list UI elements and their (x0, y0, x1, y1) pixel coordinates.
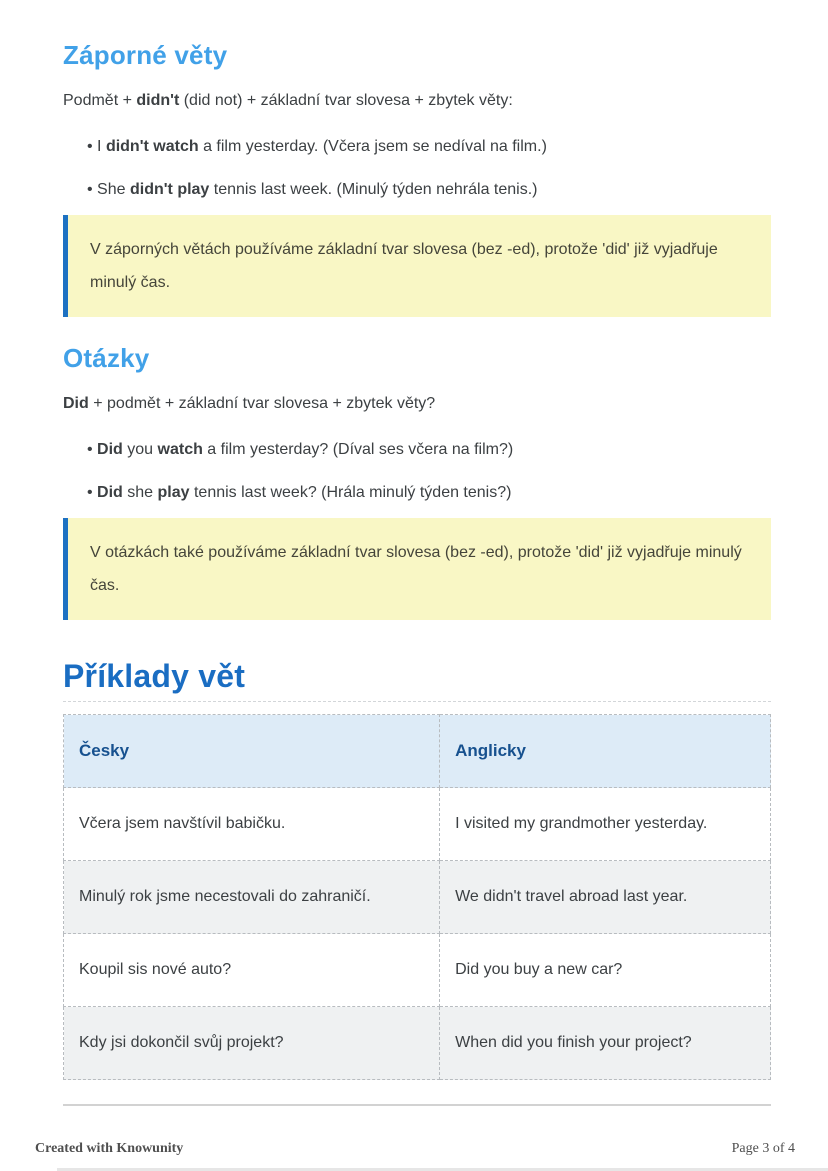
questions-note-callout (63, 518, 771, 620)
section-questions (63, 343, 771, 620)
negative-example-list (63, 135, 771, 202)
section-negative-sentences (63, 40, 771, 317)
table-cell-english: Did you buy a new car? (440, 934, 771, 1007)
footer-page-indicator: Page 3 of 4 (731, 1141, 795, 1156)
negative-note-callout (63, 215, 771, 317)
table-header-czech: Česky (64, 715, 440, 788)
table-row (64, 934, 771, 1007)
table-row (64, 1007, 771, 1080)
negative-formula-text: Podmět + didn't (did not) + základní tvar slovesa + zbytek věty: (63, 92, 513, 110)
table-cell-czech: Včera jsem navštívil babičku. (64, 788, 440, 861)
table-cell-czech: Kdy jsi dokončil svůj projekt? (64, 1007, 440, 1080)
table-cell-english: I visited my grandmother yesterday. (440, 788, 771, 861)
solid-divider (63, 1104, 771, 1106)
dashed-divider (63, 701, 771, 702)
questions-section-heading: Otázky (63, 343, 150, 374)
negative-section-heading: Záporné věty (63, 40, 228, 70)
page-footer (35, 1141, 795, 1157)
table-row (64, 788, 771, 861)
table-cell-english: We didn't travel abroad last year. (440, 861, 771, 934)
note-text: V záporných větách používáme základní tvar slovesa (bez -ed), protože 'did' již vyjadřuje minulý čas. (90, 241, 718, 292)
table-cell-czech: Minulý rok jsme necestovali do zahraničí. (64, 861, 440, 934)
table-header-english: Anglicky (440, 715, 771, 788)
note-text: V otázkách také používáme základní tvar slovesa (bez -ed), protože 'did' již vyjadřuje minulý čas. (90, 544, 742, 595)
table-cell-czech: Koupil sis nové auto? (64, 934, 440, 1007)
list-item: • Did she play tennis last week? (Hrála minulý týden tenis?) (87, 481, 771, 505)
questions-formula-text: Did + podmět + základní tvar slovesa + zbytek věty? (63, 395, 436, 413)
list-item: • She didn't play tennis last week. (Minulý týden nehrála tenis.) (87, 178, 771, 202)
page-content (63, 0, 771, 1106)
table-header-row (64, 715, 771, 788)
table-cell-english: When did you finish your project? (440, 1007, 771, 1080)
list-item: • I didn't watch a film yesterday. (Včera jsem se nedíval na film.) (87, 135, 771, 159)
examples-table (63, 714, 771, 1080)
list-item: • Did you watch a film yesterday? (Díval ses včera na film?) (87, 438, 771, 462)
table-row (64, 861, 771, 934)
section-example-sentences (63, 658, 771, 1106)
footer-brand-text: Created with Knowunity (35, 1141, 184, 1156)
questions-example-list (63, 438, 771, 505)
examples-heading: Příklady vět (63, 658, 246, 695)
